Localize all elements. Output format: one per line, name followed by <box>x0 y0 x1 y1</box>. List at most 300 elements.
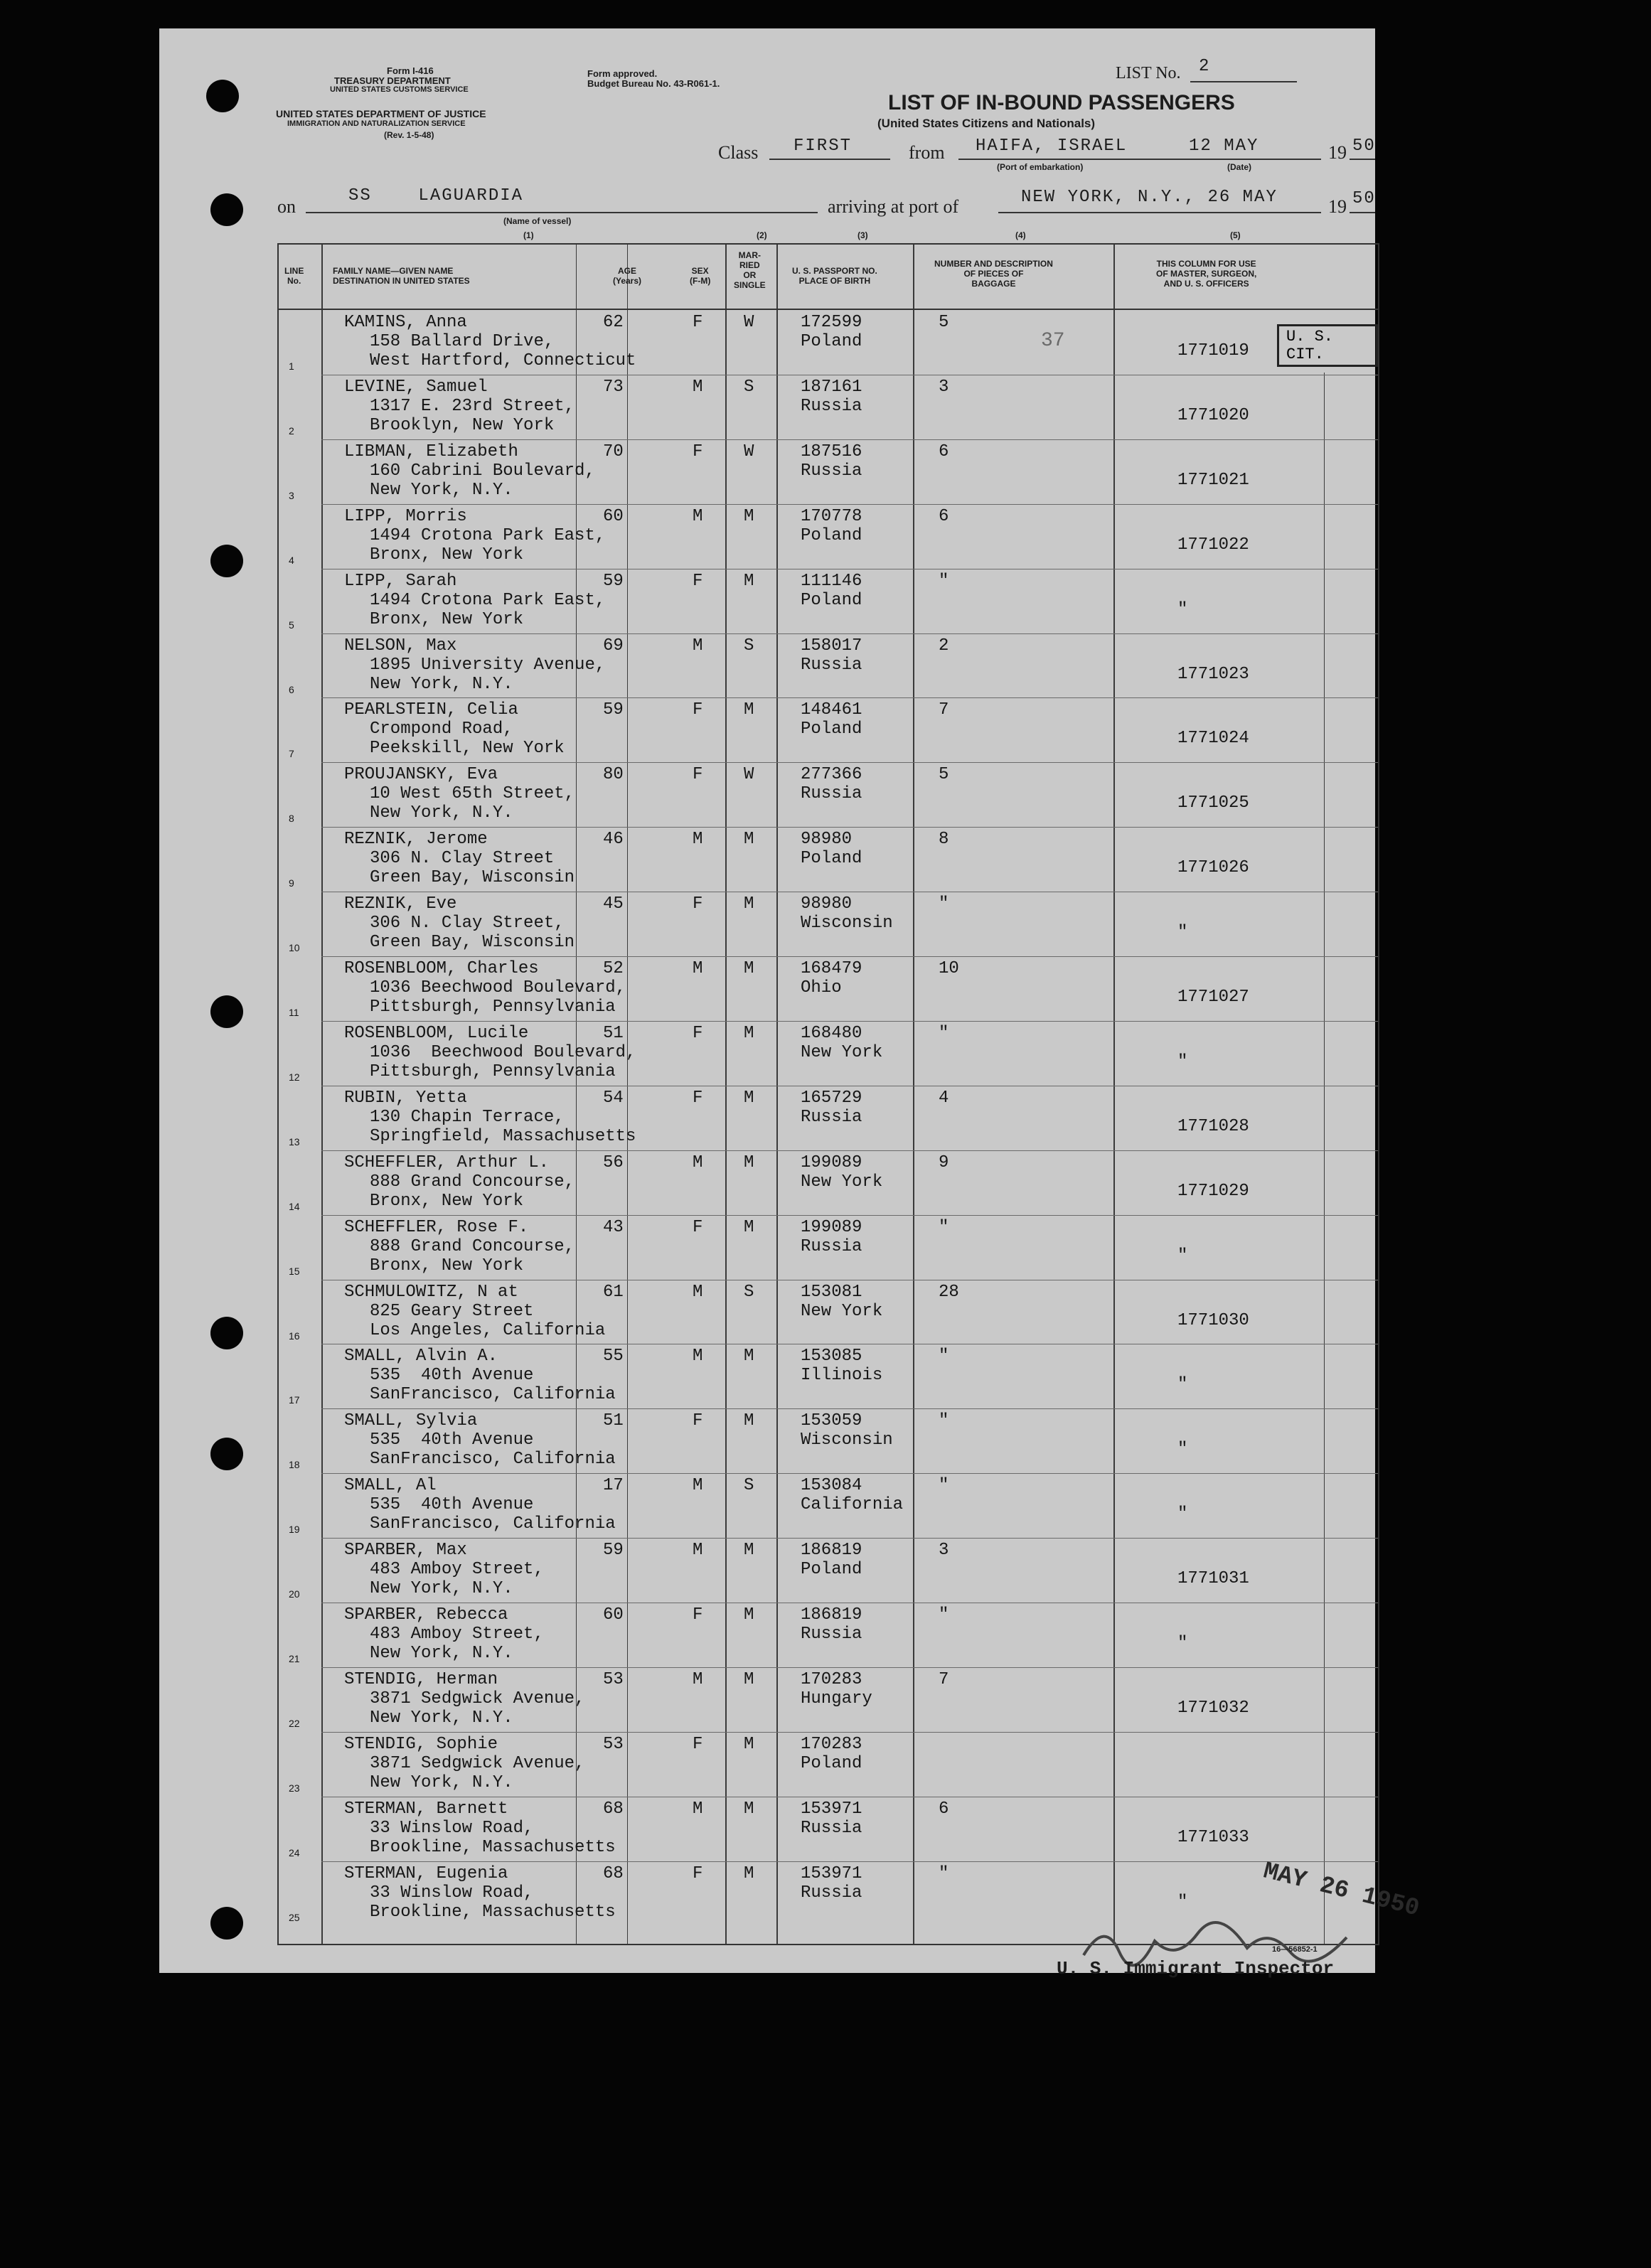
cell-age: 45 <box>603 894 624 914</box>
cell-passport: 153971 <box>801 1799 862 1819</box>
col-header-married: MAR- RIED OR SINGLE <box>734 250 766 290</box>
cell-passport: 186819 <box>801 1541 862 1561</box>
binder-hole-icon <box>210 995 243 1028</box>
col-header-passport: U. S. PASSPORT NO. PLACE OF BIRTH <box>792 266 877 286</box>
cell-passport: 170283 <box>801 1669 862 1689</box>
cell-bags: " <box>939 1476 949 1496</box>
revision: (Rev. 1-5-48) <box>384 130 434 140</box>
binder-hole-icon <box>210 1438 243 1470</box>
cell-ms: M <box>744 700 754 720</box>
cell-bags: 28 <box>939 1282 959 1302</box>
cell-addr2: New York, N.Y. <box>370 1579 513 1599</box>
table-row <box>279 1021 1381 1085</box>
cell-age: 73 <box>603 377 624 397</box>
cell-officer: 1771032 <box>1177 1698 1249 1718</box>
cell-birth: Russia <box>801 655 862 675</box>
cell-passport: 186819 <box>801 1605 862 1625</box>
cell-name: SMALL, Alvin A. <box>344 1347 498 1366</box>
cell-addr1: 33 Winslow Road, <box>370 1883 534 1903</box>
cell-ms: M <box>744 1411 754 1431</box>
table-row <box>279 827 1381 891</box>
cell-age: 59 <box>603 700 624 720</box>
treasury-dept: TREASURY DEPARTMENT <box>334 75 451 86</box>
cell-addr2: Springfield, Massachusetts <box>370 1126 636 1146</box>
cell-name: SMALL, Al <box>344 1476 437 1496</box>
cell-age: 51 <box>603 1411 624 1431</box>
cell-sex: M <box>693 1669 703 1689</box>
cell-passport: 98980 <box>801 830 853 850</box>
cell-age: 62 <box>603 313 624 332</box>
cell-addr1: 1895 University Avenue, <box>370 655 606 675</box>
cell-ms: M <box>744 1088 754 1108</box>
cell-age: 52 <box>603 959 624 978</box>
cell-age: 70 <box>603 442 624 461</box>
cell-age: 68 <box>603 1799 624 1819</box>
cell-passport: 98980 <box>801 894 853 914</box>
cell-bags: " <box>939 1023 949 1043</box>
cell-birth: Russia <box>801 1625 862 1644</box>
cell-name: SMALL, Sylvia <box>344 1411 478 1431</box>
cell-passport: 277366 <box>801 765 862 785</box>
cell-age: 55 <box>603 1347 624 1366</box>
col-header-name: FAMILY NAME—GIVEN NAME DESTINATION IN UNITED STATES <box>333 266 470 286</box>
cell-officer: 1771025 <box>1177 793 1249 813</box>
cell-name: LIPP, Morris <box>344 506 467 526</box>
cell-officer: 1771023 <box>1177 664 1249 684</box>
table-row <box>279 1150 1381 1214</box>
cell-addr1: 1494 Crotona Park East, <box>370 525 606 545</box>
cell-sex: M <box>693 1282 703 1302</box>
table-row <box>279 1086 1381 1150</box>
port-caption: (Port of embarkation) <box>997 162 1084 172</box>
table-row <box>279 633 1381 697</box>
col-num-1: (1) <box>523 230 534 240</box>
cell-ms: M <box>744 959 754 978</box>
cell-age: 60 <box>603 506 624 526</box>
cell-line: 25 <box>289 1911 300 1923</box>
cell-addr1: 3871 Sedgwick Avenue, <box>370 1689 585 1708</box>
cell-bags: 7 <box>939 700 949 720</box>
cell-addr1: 10 West 65th Street, <box>370 784 575 804</box>
cell-bags: " <box>939 1411 949 1431</box>
cell-addr1: 888 Grand Concourse, <box>370 1236 575 1256</box>
cell-addr1: 1317 E. 23rd Street, <box>370 396 575 416</box>
cell-ms: M <box>744 1863 754 1883</box>
table-row <box>279 956 1381 1020</box>
cell-bags: 3 <box>939 1541 949 1561</box>
arrival-port-date: NEW YORK, N.Y., 26 MAY <box>1021 188 1278 207</box>
cell-age: 56 <box>603 1152 624 1172</box>
cell-name: STENDIG, Sophie <box>344 1734 498 1754</box>
cell-line: 5 <box>289 619 294 631</box>
cell-passport: 153059 <box>801 1411 862 1431</box>
cell-sex: F <box>693 571 703 591</box>
cell-sex: M <box>693 1152 703 1172</box>
cell-passport: 153085 <box>801 1347 862 1366</box>
cell-sex: M <box>693 1347 703 1366</box>
cell-birth: Poland <box>801 590 862 610</box>
cell-ms: W <box>744 442 754 461</box>
cell-officer: 1771024 <box>1177 729 1249 749</box>
col-num-3: (3) <box>857 230 868 240</box>
table-row <box>279 439 1381 503</box>
cell-ms: W <box>744 765 754 785</box>
cell-age: 46 <box>603 830 624 850</box>
cell-birth: Poland <box>801 849 862 869</box>
cell-addr2: Pittsburgh, Pennsylvania <box>370 997 616 1017</box>
cell-ms: S <box>744 1282 754 1302</box>
cell-sex: M <box>693 830 703 850</box>
cell-bags: " <box>939 1863 949 1883</box>
table-row <box>279 1473 1381 1537</box>
cell-officer: 1771030 <box>1177 1310 1249 1330</box>
cell-name: SPARBER, Rebecca <box>344 1605 508 1625</box>
cell-addr2: New York, N.Y. <box>370 803 513 823</box>
cell-addr1: 3871 Sedgwick Avenue, <box>370 1753 585 1773</box>
customs-service: UNITED STATES CUSTOMS SERVICE <box>330 85 469 94</box>
cell-sex: F <box>693 442 703 461</box>
cell-officer: 1771022 <box>1177 535 1249 555</box>
cell-birth: Russia <box>801 1818 862 1838</box>
cell-name: STERMAN, Barnett <box>344 1799 508 1819</box>
col-header-sex: SEX (F-M) <box>690 266 711 286</box>
cell-sex: F <box>693 313 703 332</box>
cell-age: 53 <box>603 1734 624 1754</box>
cell-addr1: 825 Geary Street <box>370 1301 534 1321</box>
cell-birth: Russia <box>801 784 862 804</box>
table-row <box>279 310 1381 374</box>
cell-addr2: Brookline, Massachusetts <box>370 1902 616 1922</box>
cell-officer: " <box>1177 923 1188 943</box>
cell-ms: W <box>744 313 754 332</box>
cell-sex: M <box>693 377 703 397</box>
cell-addr2: Brooklyn, New York <box>370 415 555 435</box>
cell-age: 59 <box>603 1541 624 1561</box>
cell-addr2: SanFrancisco, California <box>370 1385 616 1405</box>
vessel-caption: (Name of vessel) <box>503 216 572 226</box>
cell-birth: Russia <box>801 1236 862 1256</box>
cell-sex: M <box>693 1541 703 1561</box>
cell-age: 61 <box>603 1282 624 1302</box>
table-row <box>279 762 1381 826</box>
table-row <box>279 1603 1381 1667</box>
cell-passport: 172599 <box>801 313 862 332</box>
cell-line: 2 <box>289 424 294 437</box>
cell-birth: Poland <box>801 332 862 351</box>
cell-sex: F <box>693 700 703 720</box>
binder-hole-icon <box>210 545 243 577</box>
cell-bags: 2 <box>939 636 949 656</box>
cell-addr1: 483 Amboy Street, <box>370 1560 544 1580</box>
year2-value: 50 <box>1352 189 1376 208</box>
cell-sex: F <box>693 1863 703 1883</box>
from-label: from <box>909 142 945 163</box>
cell-line: 20 <box>289 1588 300 1600</box>
cell-bags: 6 <box>939 1799 949 1819</box>
cell-line: 19 <box>289 1524 300 1536</box>
cell-passport: 111146 <box>801 571 862 591</box>
cell-bags: 3 <box>939 377 949 397</box>
cell-ms: M <box>744 1541 754 1561</box>
cell-name: KAMINS, Anna <box>344 313 467 332</box>
cell-ms: M <box>744 571 754 591</box>
table-row <box>279 1215 1381 1279</box>
cell-addr2: SanFrancisco, California <box>370 1450 616 1470</box>
cell-officer: 1771020 <box>1177 405 1249 425</box>
cell-name: PROUJANSKY, Eva <box>344 765 498 785</box>
cell-birth: New York <box>801 1172 883 1192</box>
cell-line: 7 <box>289 748 294 760</box>
cell-birth: Ohio <box>801 978 842 997</box>
col-num-5: (5) <box>1230 230 1241 240</box>
cell-sex: F <box>693 1411 703 1431</box>
cell-line: 11 <box>289 1007 299 1018</box>
cell-addr1: 160 Cabrini Boulevard, <box>370 461 595 481</box>
cell-bags: 6 <box>939 506 949 526</box>
cell-age: 69 <box>603 636 624 656</box>
cell-line: 17 <box>289 1394 300 1406</box>
cell-bags: " <box>939 1347 949 1366</box>
cell-addr1: 33 Winslow Road, <box>370 1818 534 1838</box>
cell-sex: M <box>693 506 703 526</box>
cell-officer: 1771019 <box>1177 341 1249 360</box>
on-label: on <box>277 196 296 217</box>
cell-sex: M <box>693 959 703 978</box>
cell-sex: F <box>693 765 703 785</box>
cell-line: 24 <box>289 1846 300 1858</box>
cell-officer: 1771031 <box>1177 1569 1249 1589</box>
cell-sex: M <box>693 636 703 656</box>
cell-name: SPARBER, Max <box>344 1541 467 1561</box>
class-value: FIRST <box>794 137 853 156</box>
cell-addr2: New York, N.Y. <box>370 1644 513 1663</box>
cell-bags: 4 <box>939 1088 949 1108</box>
cell-passport: 168479 <box>801 959 862 978</box>
cell-sex: F <box>693 1605 703 1625</box>
cell-ms: S <box>744 377 754 397</box>
cell-officer: " <box>1177 1052 1188 1071</box>
cell-addr1: 130 Chapin Terrace, <box>370 1107 565 1127</box>
cell-officer: 1771028 <box>1177 1116 1249 1136</box>
cell-officer: 1771021 <box>1177 470 1249 490</box>
cell-addr2: Brookline, Massachusetts <box>370 1837 616 1857</box>
cell-age: 60 <box>603 1605 624 1625</box>
cell-officer: " <box>1177 1634 1188 1653</box>
cell-sex: M <box>693 1476 703 1496</box>
cell-age: 51 <box>603 1023 624 1043</box>
cell-addr1: 535 40th Avenue <box>370 1430 534 1450</box>
cell-passport: 199089 <box>801 1217 862 1237</box>
cell-officer: " <box>1177 1504 1188 1524</box>
cell-line: 10 <box>289 942 300 954</box>
cell-birth: Wisconsin <box>801 1430 893 1450</box>
cell-sex: F <box>693 894 703 914</box>
cell-passport: 148461 <box>801 700 862 720</box>
form-approved: Form approved. <box>587 68 658 79</box>
cell-line: 21 <box>289 1653 300 1664</box>
table-row <box>279 504 1381 568</box>
cell-passport: 165729 <box>801 1088 862 1108</box>
cell-bags: 5 <box>939 765 949 785</box>
cell-bags: 5 <box>939 313 949 332</box>
cell-name: SCHEFFLER, Rose F. <box>344 1217 529 1237</box>
cell-name: RUBIN, Yetta <box>344 1088 467 1108</box>
cell-name: ROSENBLOOM, Charles <box>344 959 539 978</box>
cell-age: 59 <box>603 571 624 591</box>
cell-addr2: Bronx, New York <box>370 1256 524 1275</box>
cell-name: SCHEFFLER, Arthur L. <box>344 1152 550 1172</box>
cell-bags: 7 <box>939 1669 949 1689</box>
manifest-page <box>159 28 1422 1979</box>
cell-line: 13 <box>289 1135 300 1148</box>
table-row <box>279 375 1381 439</box>
cell-line: 18 <box>289 1459 300 1471</box>
cell-line: 1 <box>289 360 294 372</box>
cell-birth: Russia <box>801 1107 862 1127</box>
col-header-officers: THIS COLUMN FOR USE OF MASTER, SURGEON, AND U. S. OFFICERS <box>1156 259 1257 289</box>
cell-addr1: 306 N. Clay Street <box>370 849 555 869</box>
cell-age: 80 <box>603 765 624 785</box>
date-caption: (Date) <box>1227 162 1252 172</box>
cell-line: 14 <box>289 1200 300 1212</box>
pencil-mark: 37 <box>1041 330 1065 352</box>
form-number: Form I-416 <box>387 65 434 76</box>
cell-addr2: SanFrancisco, California <box>370 1514 616 1534</box>
cell-passport: 199089 <box>801 1152 862 1172</box>
cell-ms: M <box>744 1152 754 1172</box>
cell-addr2: Green Bay, Wisconsin <box>370 933 575 953</box>
cell-bags: 9 <box>939 1152 949 1172</box>
form-code: 16—56852-1 <box>1272 1945 1318 1954</box>
cell-addr2: Bronx, New York <box>370 545 524 565</box>
cell-addr2: New York, N.Y. <box>370 1708 513 1728</box>
cell-birth: Poland <box>801 1753 862 1773</box>
cell-passport: 158017 <box>801 636 862 656</box>
cell-line: 3 <box>289 489 294 501</box>
cell-line: 4 <box>289 554 294 566</box>
cell-addr2: New York, N.Y. <box>370 480 513 500</box>
cell-line: 15 <box>289 1265 300 1277</box>
table-row <box>279 1408 1381 1472</box>
col-num-2: (2) <box>757 230 767 240</box>
cell-birth: Russia <box>801 461 862 481</box>
cell-addr1: 158 Ballard Drive, <box>370 332 555 351</box>
cell-birth: Wisconsin <box>801 914 893 934</box>
cell-bags: " <box>939 571 949 591</box>
cell-addr2: Peekskill, New York <box>370 739 565 759</box>
cell-addr2: Pittsburgh, Pennsylvania <box>370 1061 616 1081</box>
cell-line: 16 <box>289 1330 300 1342</box>
col-header-age: AGE (Years) <box>613 266 642 286</box>
cell-sex: M <box>693 1799 703 1819</box>
us-citizen-stamp: U. S. CIT. <box>1277 324 1378 367</box>
cell-age: 54 <box>603 1088 624 1108</box>
cell-passport: 187516 <box>801 442 862 461</box>
cell-age: 68 <box>603 1863 624 1883</box>
cell-birth: California <box>801 1495 904 1515</box>
table-row <box>279 1280 1381 1344</box>
cell-addr2: Los Angeles, California <box>370 1320 606 1340</box>
cell-line: 12 <box>289 1071 300 1083</box>
cell-ms: M <box>744 1799 754 1819</box>
list-label: LIST No. <box>1116 64 1181 82</box>
cell-birth: Illinois <box>801 1366 883 1386</box>
year-prefix: 19 <box>1328 142 1347 163</box>
cell-birth: Poland <box>801 525 862 545</box>
justice-dept: UNITED STATES DEPARTMENT OF JUSTICE <box>276 108 486 119</box>
inspector-title: U. S. Immigrant Inspector <box>1057 1958 1335 1979</box>
cell-passport: 170778 <box>801 506 862 526</box>
cell-birth: Russia <box>801 396 862 416</box>
cell-ms: M <box>744 1217 754 1237</box>
embark-date: 12 MAY <box>1189 137 1259 156</box>
cell-passport: 170283 <box>801 1734 862 1754</box>
cell-sex: F <box>693 1088 703 1108</box>
cell-addr1: 1036 Beechwood Boulevard, <box>370 1042 636 1062</box>
cell-addr1: 888 Grand Concourse, <box>370 1172 575 1192</box>
cell-age: 53 <box>603 1669 624 1689</box>
cell-passport: 153081 <box>801 1282 862 1302</box>
cell-name: LEVINE, Samuel <box>344 377 488 397</box>
cell-officer: " <box>1177 599 1188 619</box>
col-num-4: (4) <box>1015 230 1026 240</box>
cell-line: 9 <box>289 877 294 889</box>
list-number: 2 <box>1199 57 1211 76</box>
cell-birth: Poland <box>801 720 862 739</box>
cell-addr1: 535 40th Avenue <box>370 1495 534 1515</box>
page-title: LIST OF IN-BOUND PASSENGERS <box>888 91 1235 114</box>
binder-hole-icon <box>210 1317 243 1349</box>
cell-name: LIBMAN, Elizabeth <box>344 442 518 461</box>
cell-age: 17 <box>603 1476 624 1496</box>
cell-passport: 153971 <box>801 1863 862 1883</box>
cell-ms: M <box>744 1734 754 1754</box>
port-embarkation: HAIFA, ISRAEL <box>976 137 1128 156</box>
ins-service: IMMIGRATION AND NATURALIZATION SERVICE <box>287 119 466 128</box>
date-stamp: MAY 26 1950 <box>1260 1858 1422 1923</box>
cell-birth: Poland <box>801 1560 862 1580</box>
cell-passport: 168480 <box>801 1023 862 1043</box>
cell-ms: S <box>744 1476 754 1496</box>
table-row <box>279 1538 1381 1602</box>
page-subtitle: (United States Citizens and Nationals) <box>877 117 1096 130</box>
cell-name: PEARLSTEIN, Celia <box>344 700 518 720</box>
cell-ms: M <box>744 506 754 526</box>
table-row <box>279 1797 1381 1861</box>
cell-birth: New York <box>801 1042 883 1062</box>
cell-bags: " <box>939 1217 949 1237</box>
year2-prefix: 19 <box>1328 196 1347 217</box>
arriving-label: arriving at port of <box>828 196 959 217</box>
cell-officer: 1771029 <box>1177 1181 1249 1201</box>
cell-age: 43 <box>603 1217 624 1237</box>
cell-officer: " <box>1177 1375 1188 1395</box>
binder-hole-icon <box>210 1907 243 1940</box>
cell-sex: F <box>693 1217 703 1237</box>
cell-name: SCHMULOWITZ, N at <box>344 1282 518 1302</box>
cell-addr1: 535 40th Avenue <box>370 1366 534 1386</box>
binder-hole-icon <box>210 193 243 226</box>
binder-hole-icon <box>206 80 239 112</box>
table-row <box>279 1667 1381 1731</box>
cell-officer: 1771033 <box>1177 1827 1249 1847</box>
cell-sex: F <box>693 1023 703 1043</box>
cell-line: 23 <box>289 1782 300 1794</box>
cell-addr2: New York, N.Y. <box>370 1772 513 1792</box>
cell-officer: " <box>1177 1892 1188 1912</box>
year-value: 50 <box>1352 137 1376 156</box>
passenger-table <box>277 243 1379 1945</box>
